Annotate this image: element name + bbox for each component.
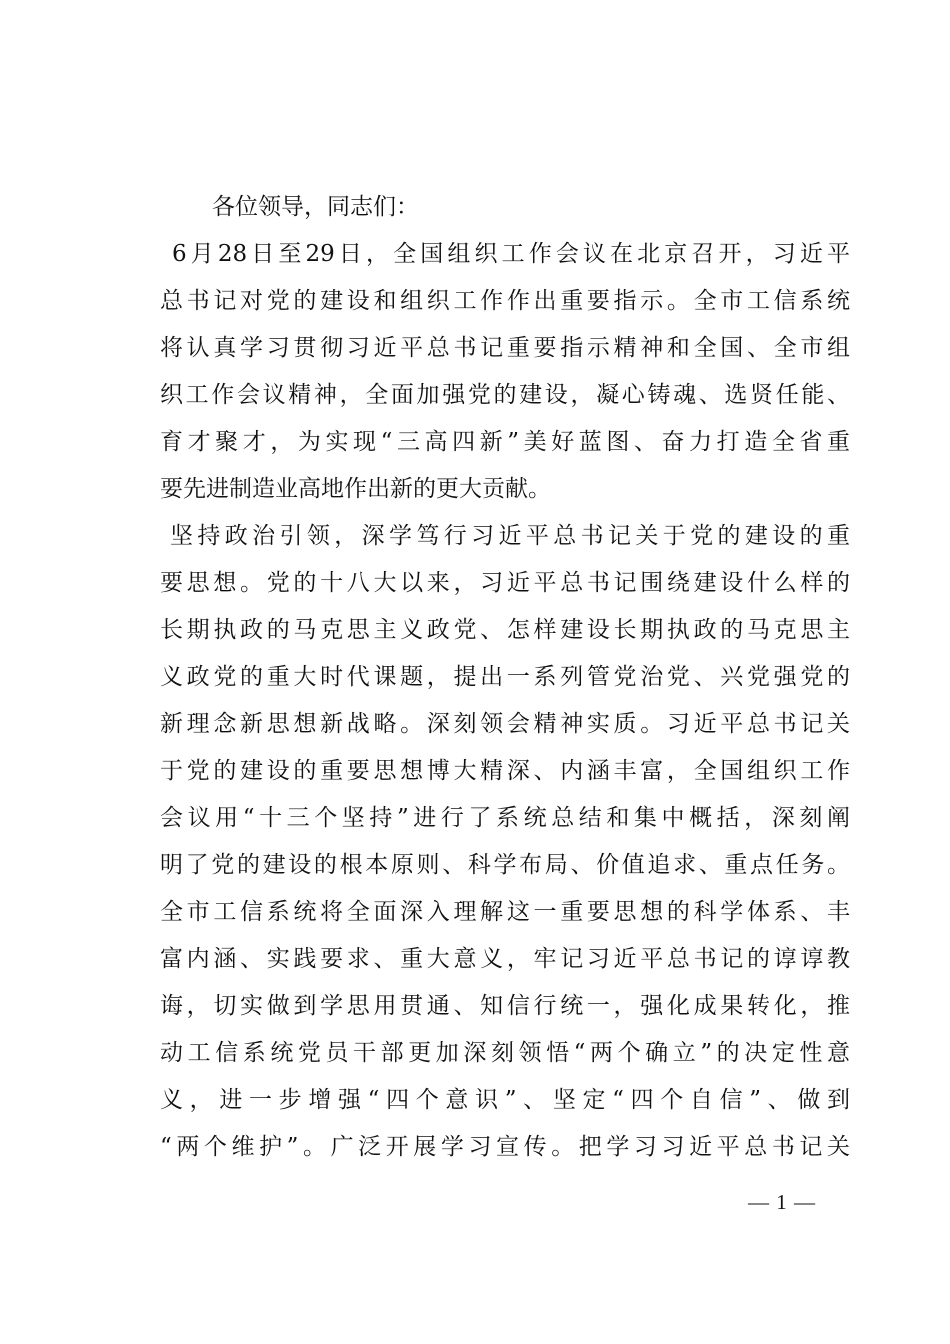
paragraph-line: 6月28日至29日，全国组织工作会议在北京召开，习近平 — [172, 241, 850, 267]
document-body — [160, 184, 850, 1171]
paragraph-line: 要思想。党的十八大以来，习近平总书记围绕建设什么样的 — [160, 570, 850, 596]
paragraph-line: 于党的建设的重要思想博大精深、内涵丰富，全国组织工作 — [160, 758, 850, 784]
page-number: — 1 — — [748, 1190, 816, 1214]
paragraph-line: 总书记对党的建设和组织工作作出重要指示。全市工信系统 — [160, 288, 850, 314]
paragraph-line: 义政党的重大时代课题，提出一系列管党治党、兴党强党的 — [160, 664, 850, 690]
paragraph-line: 长期执政的马克思主义政党、怎样建设长期执政的马克思主 — [160, 617, 850, 643]
paragraph-line: 义，进一步增强“四个意识”、坚定“四个自信”、做到 — [160, 1087, 850, 1113]
paragraph-line: 会议用“十三个坚持”进行了系统总结和集中概括，深刻阐 — [160, 805, 850, 831]
paragraph-line: 富内涵、实践要求、重大意义，牢记习近平总书记的谆谆教 — [160, 946, 850, 972]
paragraph-line: 育才聚才，为实现“三高四新”美好蓝图、奋力打造全省重 — [160, 429, 850, 455]
paragraph-line: 将认真学习贯彻习近平总书记重要指示精神和全国、全市组 — [160, 335, 850, 361]
greeting-line: 各位领导，同志们： — [212, 194, 419, 220]
paragraph-political-leadership — [160, 513, 850, 1171]
paragraph-line: 要先进制造业高地作出新的更大贡献。 — [160, 476, 551, 502]
paragraph-line: 诲，切实做到学思用贯通、知信行统一，强化成果转化，推 — [160, 993, 850, 1019]
paragraph-line: 新理念新思想新战略。深刻领会精神实质。习近平总书记关 — [160, 711, 850, 737]
paragraph-line: 全市工信系统将全面深入理解这一重要思想的科学体系、丰 — [160, 899, 850, 925]
paragraph-line: 坚持政治引领，深学笃行习近平总书记关于党的建设的重 — [170, 523, 850, 549]
paragraph-meeting — [160, 231, 850, 513]
paragraph-line: 动工信系统党员干部更加深刻领悟“两个确立”的决定性意 — [160, 1040, 850, 1066]
paragraph-line: 明了党的建设的根本原则、科学布局、价值追求、重点任务。 — [160, 852, 850, 878]
paragraph-line: “两个维护”。广泛开展学习宣传。把学习习近平总书记关 — [160, 1134, 850, 1160]
paragraph-line: 织工作会议精神，全面加强党的建设，凝心铸魂、选贤任能、 — [160, 382, 850, 408]
